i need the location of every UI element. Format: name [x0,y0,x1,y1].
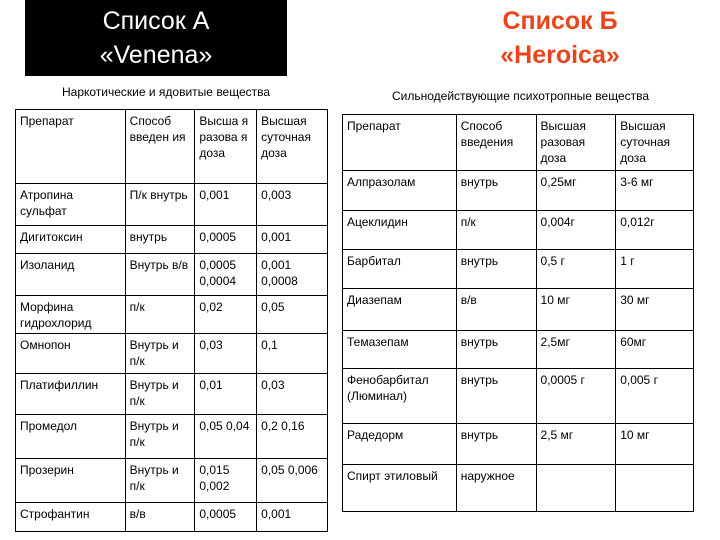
table-cell: Прозерин [16,459,126,503]
table-cell: внутрь [456,171,536,211]
table-cell: 0,0005 г [536,369,616,424]
table-cell: 0,2 0,16 [257,415,328,459]
table-row [343,289,694,331]
table-cell: Платифиллин [16,374,126,415]
table-cell: Внутрь в/в [125,254,195,296]
list-a-subtitle: Наркотические и ядовитые вещества [62,85,271,99]
column-header: Высшая суточная доза [257,110,328,184]
table-cell: 60мг [616,331,694,369]
table-cell: Алпразолам [343,171,457,211]
list-b-title-line2: «Heroica» [500,41,620,69]
table-row [16,415,328,459]
table-cell: 0,03 [195,334,257,374]
table-row [343,331,694,369]
table-row [16,503,328,532]
list-a-title [25,0,287,76]
table-cell [616,465,694,512]
table-row [343,424,694,465]
table-cell: Радедорм [343,424,457,465]
table-row [16,459,328,503]
table-row [343,465,694,512]
table-cell: 0,25мг [536,171,616,211]
table-cell: Барбитал [343,250,457,289]
column-header: Высшая суточная доза [616,115,694,171]
list-b-subtitle: Сильнодействующие психотропные вещества [392,89,650,103]
column-header: Способ введен ия [125,110,195,184]
table-row [16,184,328,226]
table-cell: Внутрь и п/к [125,459,195,503]
table-cell: внутрь [456,250,536,289]
table-cell: Омнопон [16,334,126,374]
table-cell: 3-6 мг [616,171,694,211]
list-a-title-line2: «Venena» [99,41,213,69]
table-cell: 0,05 0,04 [195,415,257,459]
table-cell: 0,012г [616,211,694,250]
list-a-title-line1: Список А [102,7,210,35]
table-cell: 0,01 [195,374,257,415]
table-row [343,171,694,211]
column-header: Высша я разова я доза [195,110,257,184]
table-row [16,254,328,296]
table-cell: внутрь [125,226,195,254]
table-cell: внутрь [456,331,536,369]
table-cell: 2,5мг [536,331,616,369]
table-cell [536,465,616,512]
table-cell: Диазепам [343,289,457,331]
table-cell: 0,1 [257,334,328,374]
column-header: Высшая разовая доза [536,115,616,171]
table-cell: Внутрь и п/к [125,415,195,459]
list-a-table [15,109,328,532]
table-cell: в/в [125,503,195,532]
table-cell: 0,001 [195,184,257,226]
table-cell: П/к внутрь [125,184,195,226]
table-cell: 0,003 [257,184,328,226]
table-cell: Атропина сульфат [16,184,126,226]
table-cell: 0,02 [195,296,257,334]
table-cell: Темазепам [343,331,457,369]
table-row [16,226,328,254]
table-row [343,369,694,424]
table-cell: 0,05 [257,296,328,334]
table-cell: 0,0005 0,0004 [195,254,257,296]
table-cell: Дигитоксин [16,226,126,254]
table-cell: 0,001 [257,226,328,254]
table-cell: Внутрь и п/к [125,334,195,374]
table-row [343,250,694,289]
table-cell: Промедол [16,415,126,459]
table-cell: 0,05 0,006 [257,459,328,503]
table-cell: Спирт этиловый [343,465,457,512]
table-cell: Строфантин [16,503,126,532]
table-cell: 0,0005 [195,226,257,254]
table-cell: 0,001 [257,503,328,532]
table-cell: Внутрь и п/к [125,374,195,415]
table-cell: Ацеклидин [343,211,457,250]
table-cell: внутрь [456,369,536,424]
table-cell: 10 мг [616,424,694,465]
column-header: Препарат [343,115,457,171]
table-cell: 0,004г [536,211,616,250]
column-header: Препарат [16,110,126,184]
table-cell: 30 мг [616,289,694,331]
table-cell: Фенобарбитал (Люминал) [343,369,457,424]
table-cell: 10 мг [536,289,616,331]
table-cell: 1 г [616,250,694,289]
table-row [16,334,328,374]
table-cell: п/к [456,211,536,250]
list-b-table [342,114,694,512]
table-cell: в/в [456,289,536,331]
table-cell: 0,5 г [536,250,616,289]
table-cell: 0,005 г [616,369,694,424]
table-row [16,374,328,415]
table-row [16,296,328,334]
table-cell: 0,0005 [195,503,257,532]
list-b-title [460,4,660,72]
table-row [343,211,694,250]
table-cell: Морфина гидрохлорид [16,296,126,334]
header-row [16,110,328,184]
table-cell: внутрь [456,424,536,465]
table-cell: 0,03 [257,374,328,415]
column-header: Способ введения [456,115,536,171]
header-row [343,115,694,171]
list-b-title-line1: Список Б [502,7,618,35]
table-cell: 0,001 0,0008 [257,254,328,296]
table-cell: п/к [125,296,195,334]
table-cell: наружное [456,465,536,512]
table-cell: Изоланид [16,254,126,296]
table-cell: 0,015 0,002 [195,459,257,503]
table-cell: 2,5 мг [536,424,616,465]
